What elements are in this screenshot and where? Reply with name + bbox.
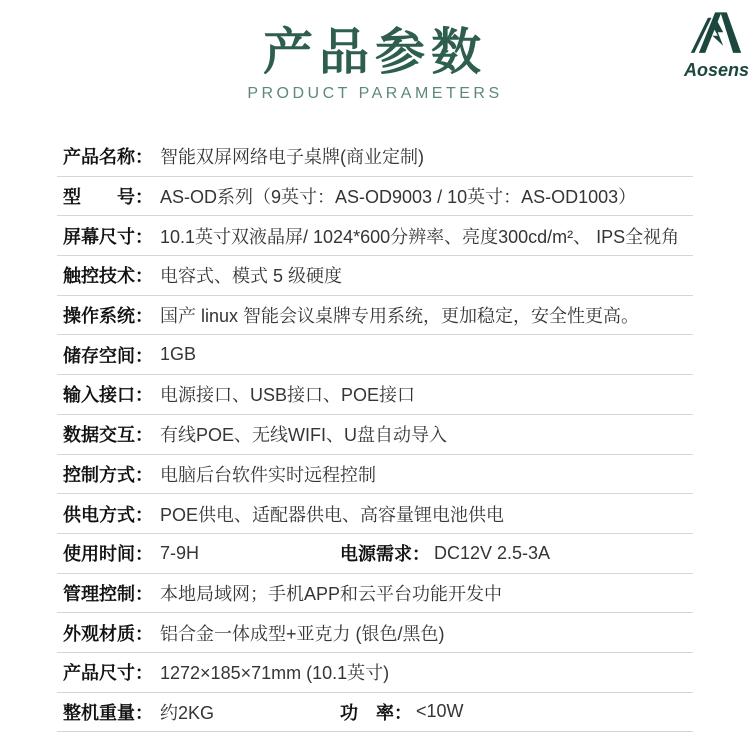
spec-row-management bbox=[57, 574, 693, 614]
spec-value: 智能双屏网络电子桌牌(商业定制) bbox=[160, 147, 424, 168]
spec-row-storage bbox=[57, 335, 693, 375]
spec-label: 屏幕尺寸： bbox=[63, 226, 153, 247]
spec-row-weight bbox=[57, 693, 693, 733]
brand-logo bbox=[684, 10, 748, 81]
spec-value: 电脑后台软件实时远程控制 bbox=[160, 464, 376, 485]
spec-value: 7-9H bbox=[160, 542, 200, 563]
spec-value: AS-OD系列（9英寸：AS-OD9003 / 10英寸：AS-OD1003） bbox=[160, 187, 637, 208]
spec-label: 输入接口： bbox=[63, 385, 153, 406]
spec-label: 产品尺寸： bbox=[63, 663, 153, 684]
spec-row-input-ports bbox=[57, 375, 693, 415]
spec-table bbox=[57, 137, 693, 732]
spec-row-dimensions bbox=[57, 653, 693, 693]
spec-value: 电源接口、USB接口、POE接口 bbox=[160, 385, 416, 406]
spec-label-power-rating: 功 率： bbox=[340, 702, 412, 723]
spec-row-os bbox=[57, 296, 693, 336]
spec-value-power-requirement: DC12V 2.5-3A bbox=[434, 542, 551, 563]
spec-row-power-supply bbox=[57, 494, 693, 534]
spec-value: POE供电、适配器供电、高容量锂电池供电 bbox=[160, 504, 505, 525]
spec-label: 外观材质： bbox=[63, 623, 153, 644]
spec-value: 1GB bbox=[160, 344, 197, 365]
spec-value: 1272×185×71mm (10.1英寸) bbox=[160, 663, 390, 684]
spec-label: 整机重量： bbox=[63, 702, 153, 723]
page-title: 产品参数 bbox=[263, 24, 487, 80]
page-subtitle: PRODUCT PARAMETERS bbox=[247, 85, 503, 102]
spec-value: 约2KG bbox=[160, 702, 215, 723]
spec-value: 10.1英寸双液晶屏/ 1024*600分辨率、亮度300cd/m²、 IPS全视角 bbox=[160, 226, 680, 247]
spec-row-product-name bbox=[57, 137, 693, 177]
spec-row-screen-size bbox=[57, 216, 693, 256]
brand-name: Aosens bbox=[684, 60, 750, 80]
spec-label: 使用时间： bbox=[63, 544, 153, 565]
spec-label: 储存空间： bbox=[63, 345, 153, 366]
spec-row-control-method bbox=[57, 455, 693, 495]
aosens-a-mark-icon bbox=[684, 10, 748, 58]
spec-label: 数据交互： bbox=[63, 425, 153, 446]
page-header bbox=[0, 26, 750, 103]
spec-value: 铝合金一体成型+亚克力 (银色/黑色) bbox=[160, 623, 445, 644]
spec-label: 产品名称： bbox=[63, 147, 153, 168]
spec-row-material bbox=[57, 613, 693, 653]
spec-row-usage-time bbox=[57, 534, 693, 574]
spec-label: 触控技术： bbox=[63, 266, 153, 287]
spec-value: 电容式、模式 5 级硬度 bbox=[160, 266, 343, 287]
spec-label: 操作系统： bbox=[63, 306, 153, 327]
spec-label: 型 号： bbox=[63, 187, 153, 208]
spec-value: 国产 linux 智能会议桌牌专用系统，更加稳定，安全性更高。 bbox=[160, 306, 640, 327]
spec-label: 管理控制： bbox=[63, 583, 153, 604]
spec-row-data-exchange bbox=[57, 415, 693, 455]
spec-label: 控制方式： bbox=[63, 464, 153, 485]
spec-value: 本地局域网；手机APP和云平台功能开发中 bbox=[160, 583, 503, 604]
spec-value: 有线POE、无线WIFI、U盘自动导入 bbox=[160, 425, 447, 446]
spec-value-power-rating: <10W bbox=[416, 701, 464, 722]
spec-label: 供电方式： bbox=[63, 504, 153, 525]
spec-row-touch-tech bbox=[57, 256, 693, 296]
spec-row-model bbox=[57, 177, 693, 217]
spec-label-power-requirement: 电源需求： bbox=[340, 544, 430, 565]
